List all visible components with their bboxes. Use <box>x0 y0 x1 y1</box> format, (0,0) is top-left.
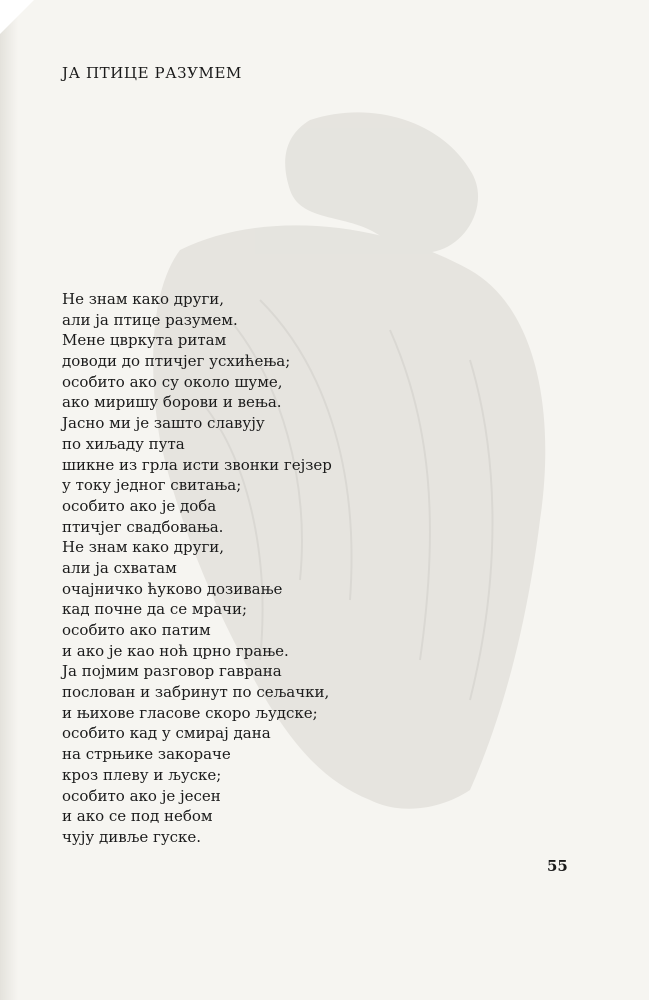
poem-line: и ако се под небом <box>62 807 213 826</box>
poem-line: особито ако је доба <box>62 496 217 515</box>
poem-line: у току једног свитања; <box>62 476 242 495</box>
poem-line: особито ако су около шуме, <box>62 372 283 391</box>
poem-line: Не знам како други, <box>62 538 225 557</box>
poem-line: птичјег свадбовања. <box>62 517 224 536</box>
poem-line: Ја појмим разговор гаврана <box>62 662 282 681</box>
poem-line: кроз плеву и љуске; <box>62 765 222 784</box>
poem-line: Мене цвркута ритам <box>62 331 227 350</box>
page-edge-shadow <box>0 0 18 1000</box>
poem-line: али ја птице разумем. <box>62 310 238 329</box>
poem-line: Јасно ми је зашто славују <box>62 414 265 433</box>
poem-line: на стрњике закораче <box>62 745 231 764</box>
poem-line: и ако је као ноћ црно грање. <box>62 641 289 660</box>
poem-title: ЈА ПТИЦЕ РАЗУМЕМ <box>62 64 243 82</box>
poem-body <box>62 289 332 848</box>
poem-line: особито кад у смирај дана <box>62 724 271 743</box>
poem-line: кад почне да се мрачи; <box>62 600 248 619</box>
poem-line: али ја схватам <box>62 558 177 577</box>
poem-line: Не знам како други, <box>62 290 225 308</box>
page-number: 55 <box>547 857 568 875</box>
poem-line: ако миришу борови и вења. <box>62 393 282 412</box>
poem-line: послован и забринут по сељачки, <box>62 683 330 702</box>
folded-corner <box>0 0 34 34</box>
poem-line: очајничко ћуково дозивање <box>62 579 283 598</box>
poem-line: особито ако патим <box>62 621 211 639</box>
poem-line: и њихове гласове скоро људске; <box>62 703 318 722</box>
poem-line: шикне из грла исти звонки гејзер <box>62 455 332 474</box>
poem-line: особито ако је јесен <box>62 786 221 805</box>
poem-line: чују дивље гуске. <box>62 827 202 846</box>
poem-line: по хиљаду пута <box>62 434 185 453</box>
poem-line: доводи до птичјег усхићења; <box>62 352 291 371</box>
